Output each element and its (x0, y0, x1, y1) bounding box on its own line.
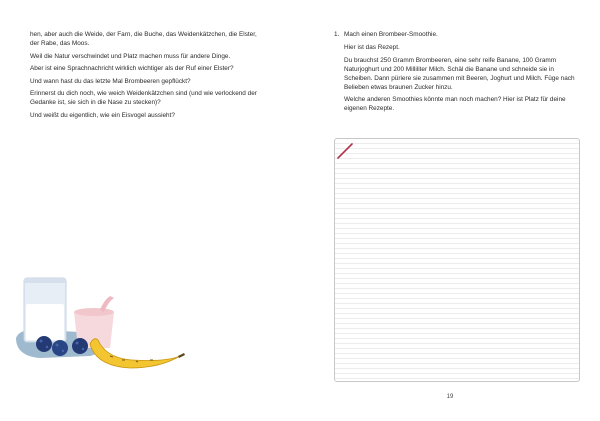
milk-glass-rim (24, 278, 66, 283)
left-page-text (30, 30, 266, 124)
left-paragraph-4: Und wann hast du das letzte Mal Brombeeren gepflückt? (30, 77, 191, 85)
recipe-question: Welche anderen Smoothies könnte man noch machen? Hier ist Platz für deine eigenen Rezepte. (344, 96, 566, 113)
yogurt-cup-top (74, 308, 114, 316)
left-paragraph-5: Erinnerst du dich noch, wie weich Weidenkätzchen sind (und wie verlockend der Gedanke ist, sie sich in die Nase zu stecken)? (30, 90, 257, 107)
left-paragraph-6: Und weißt du eigentlich, wie ein Eisvogel aussieht? (30, 111, 175, 119)
pencil-icon (337, 141, 355, 159)
page-number: 19 (446, 394, 454, 400)
milk-fill (26, 304, 64, 340)
recipe-step (334, 30, 580, 39)
recipe-intro: Hier ist das Rezept. (344, 44, 400, 51)
banana-stem (178, 353, 185, 358)
step-title: Mach einen Brombeer-Smoothie. (344, 31, 438, 38)
right-page-text (334, 30, 580, 117)
smoothie-ingredients-illustration (10, 270, 190, 380)
recipe-writing-area[interactable] (334, 138, 580, 382)
recipe-text: Du brauchst 250 Gramm Brombeeren, eine sehr reife Banane, 100 Gramm Naturjoghurt und 200 Milliliter Milch. Schäl die Banane und schneide sie in Scheiben. Dann püriere sie zusammen mit Beeren, Joghurt und Milch. Füge nach Belieben etwas braunen Zucker hinzu. (344, 56, 575, 91)
right-page (300, 0, 600, 421)
left-paragraph-2: Weil die Natur verschwindet und Platz machen muss für andere Dinge. (30, 52, 231, 60)
step-number: 1. (334, 31, 340, 38)
left-paragraph-3: Aber ist eine Sprachnachricht wirklich wichtiger als der Ruf einer Elster? (30, 65, 234, 73)
left-paragraph-1: hen, aber auch die Weide, der Farn, die Buche, das Weidenkätzchen, die Elster, der Rabe, das Moos. (30, 31, 257, 47)
